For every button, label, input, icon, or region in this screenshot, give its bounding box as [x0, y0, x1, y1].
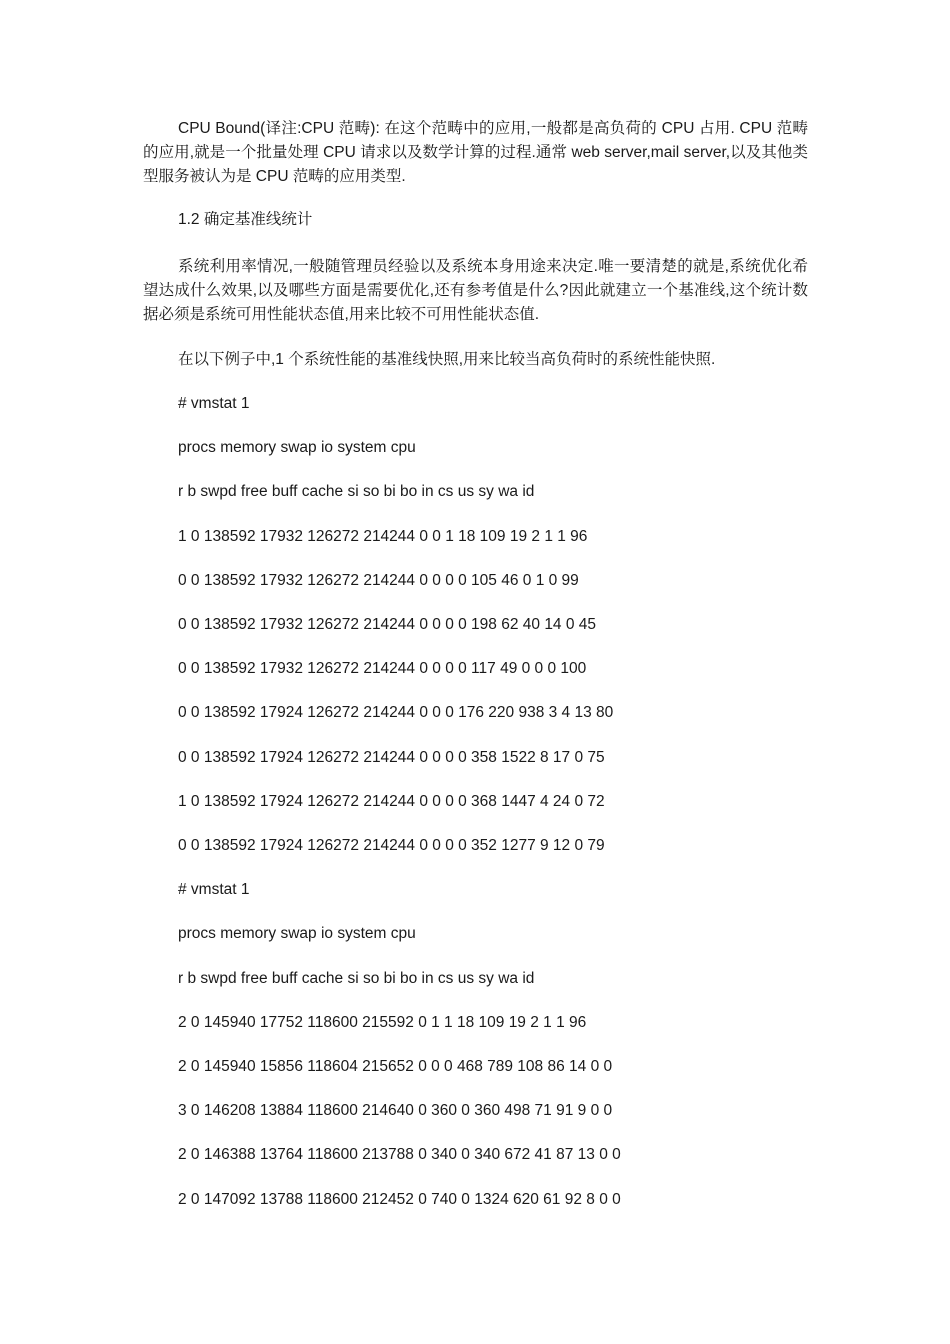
listing-line: 2 0 145940 15856 118604 215652 0 0 0 468 789 108 86 14 0 0 [178, 1058, 613, 1075]
listing-line: 0 0 138592 17924 126272 214244 0 0 0 0 358 1522 8 17 0 75 [178, 748, 605, 766]
listing-line: procs memory swap io system cpu [178, 439, 416, 457]
section-heading: 1.2 确定基准线统计 [178, 211, 313, 228]
listing-line: 0 0 138592 17924 126272 214244 0 0 0 0 352 1277 9 12 0 79 [178, 837, 605, 854]
listing-line: 0 0 138592 17932 126272 214244 0 0 0 0 117 49 0 0 0 100 [178, 660, 587, 678]
listing-line: r b swpd free buff cache si so bi bo in cs us sy wa id [178, 483, 535, 501]
paragraph-cpu-bound: CPU Bound(译注:CPU 范畴): 在这个范畴中的应用,一般都是高负荷的 CPU 占用. CPU 范畴的应用,就是一个批量处理 CPU 请求以及数学计算的过程.通常 web server,mail server,以及其他类型服务被认为是 CPU 范畴的应用类型. [143, 120, 808, 185]
listing-line: # vmstat 1 [178, 395, 250, 412]
listing-line: 3 0 146208 13884 118600 214640 0 360 0 360 498 71 91 9 0 0 [178, 1102, 613, 1120]
paragraph-baseline-intro: 系统利用率情况,一般随管理员经验以及系统本身用途来决定.唯一要清楚的就是,系统优化希望达成什么效果,以及哪些方面是需要优化,还有参考值是什么?因此就建立一个基准线,这个统计数据必须是系统可用性能状态值,用来比较不可用性能状态值. [143, 258, 808, 323]
listing-line: 0 0 138592 17932 126272 214244 0 0 0 0 105 46 0 1 0 99 [178, 571, 579, 589]
listing-line: 2 0 145940 17752 118600 215592 0 1 1 18 109 19 2 1 1 96 [178, 1013, 587, 1031]
listing-line: # vmstat 1 [178, 881, 250, 899]
listing-line: procs memory swap io system cpu [178, 925, 416, 943]
listing-line: r b swpd free buff cache si so bi bo in cs us sy wa id [178, 969, 535, 987]
paragraph-example-intro: 在以下例子中,1 个系统性能的基准线快照,用来比较当高负荷时的系统性能快照. [178, 351, 716, 368]
listing-line: 0 0 138592 17924 126272 214244 0 0 0 176 220 938 3 4 13 80 [178, 704, 614, 722]
listing-line: 1 0 138592 17932 126272 214244 0 0 1 18 109 19 2 1 1 96 [178, 527, 588, 545]
listing-line: 2 0 147092 13788 118600 212452 0 740 0 1324 620 61 92 8 0 0 [178, 1190, 621, 1208]
listing-line: 2 0 146388 13764 118600 213788 0 340 0 340 672 41 87 13 0 0 [178, 1146, 621, 1164]
listing-line: 0 0 138592 17932 126272 214244 0 0 0 0 198 62 40 14 0 45 [178, 616, 597, 633]
listing-line: 1 0 138592 17924 126272 214244 0 0 0 0 368 1447 4 24 0 72 [178, 792, 605, 810]
